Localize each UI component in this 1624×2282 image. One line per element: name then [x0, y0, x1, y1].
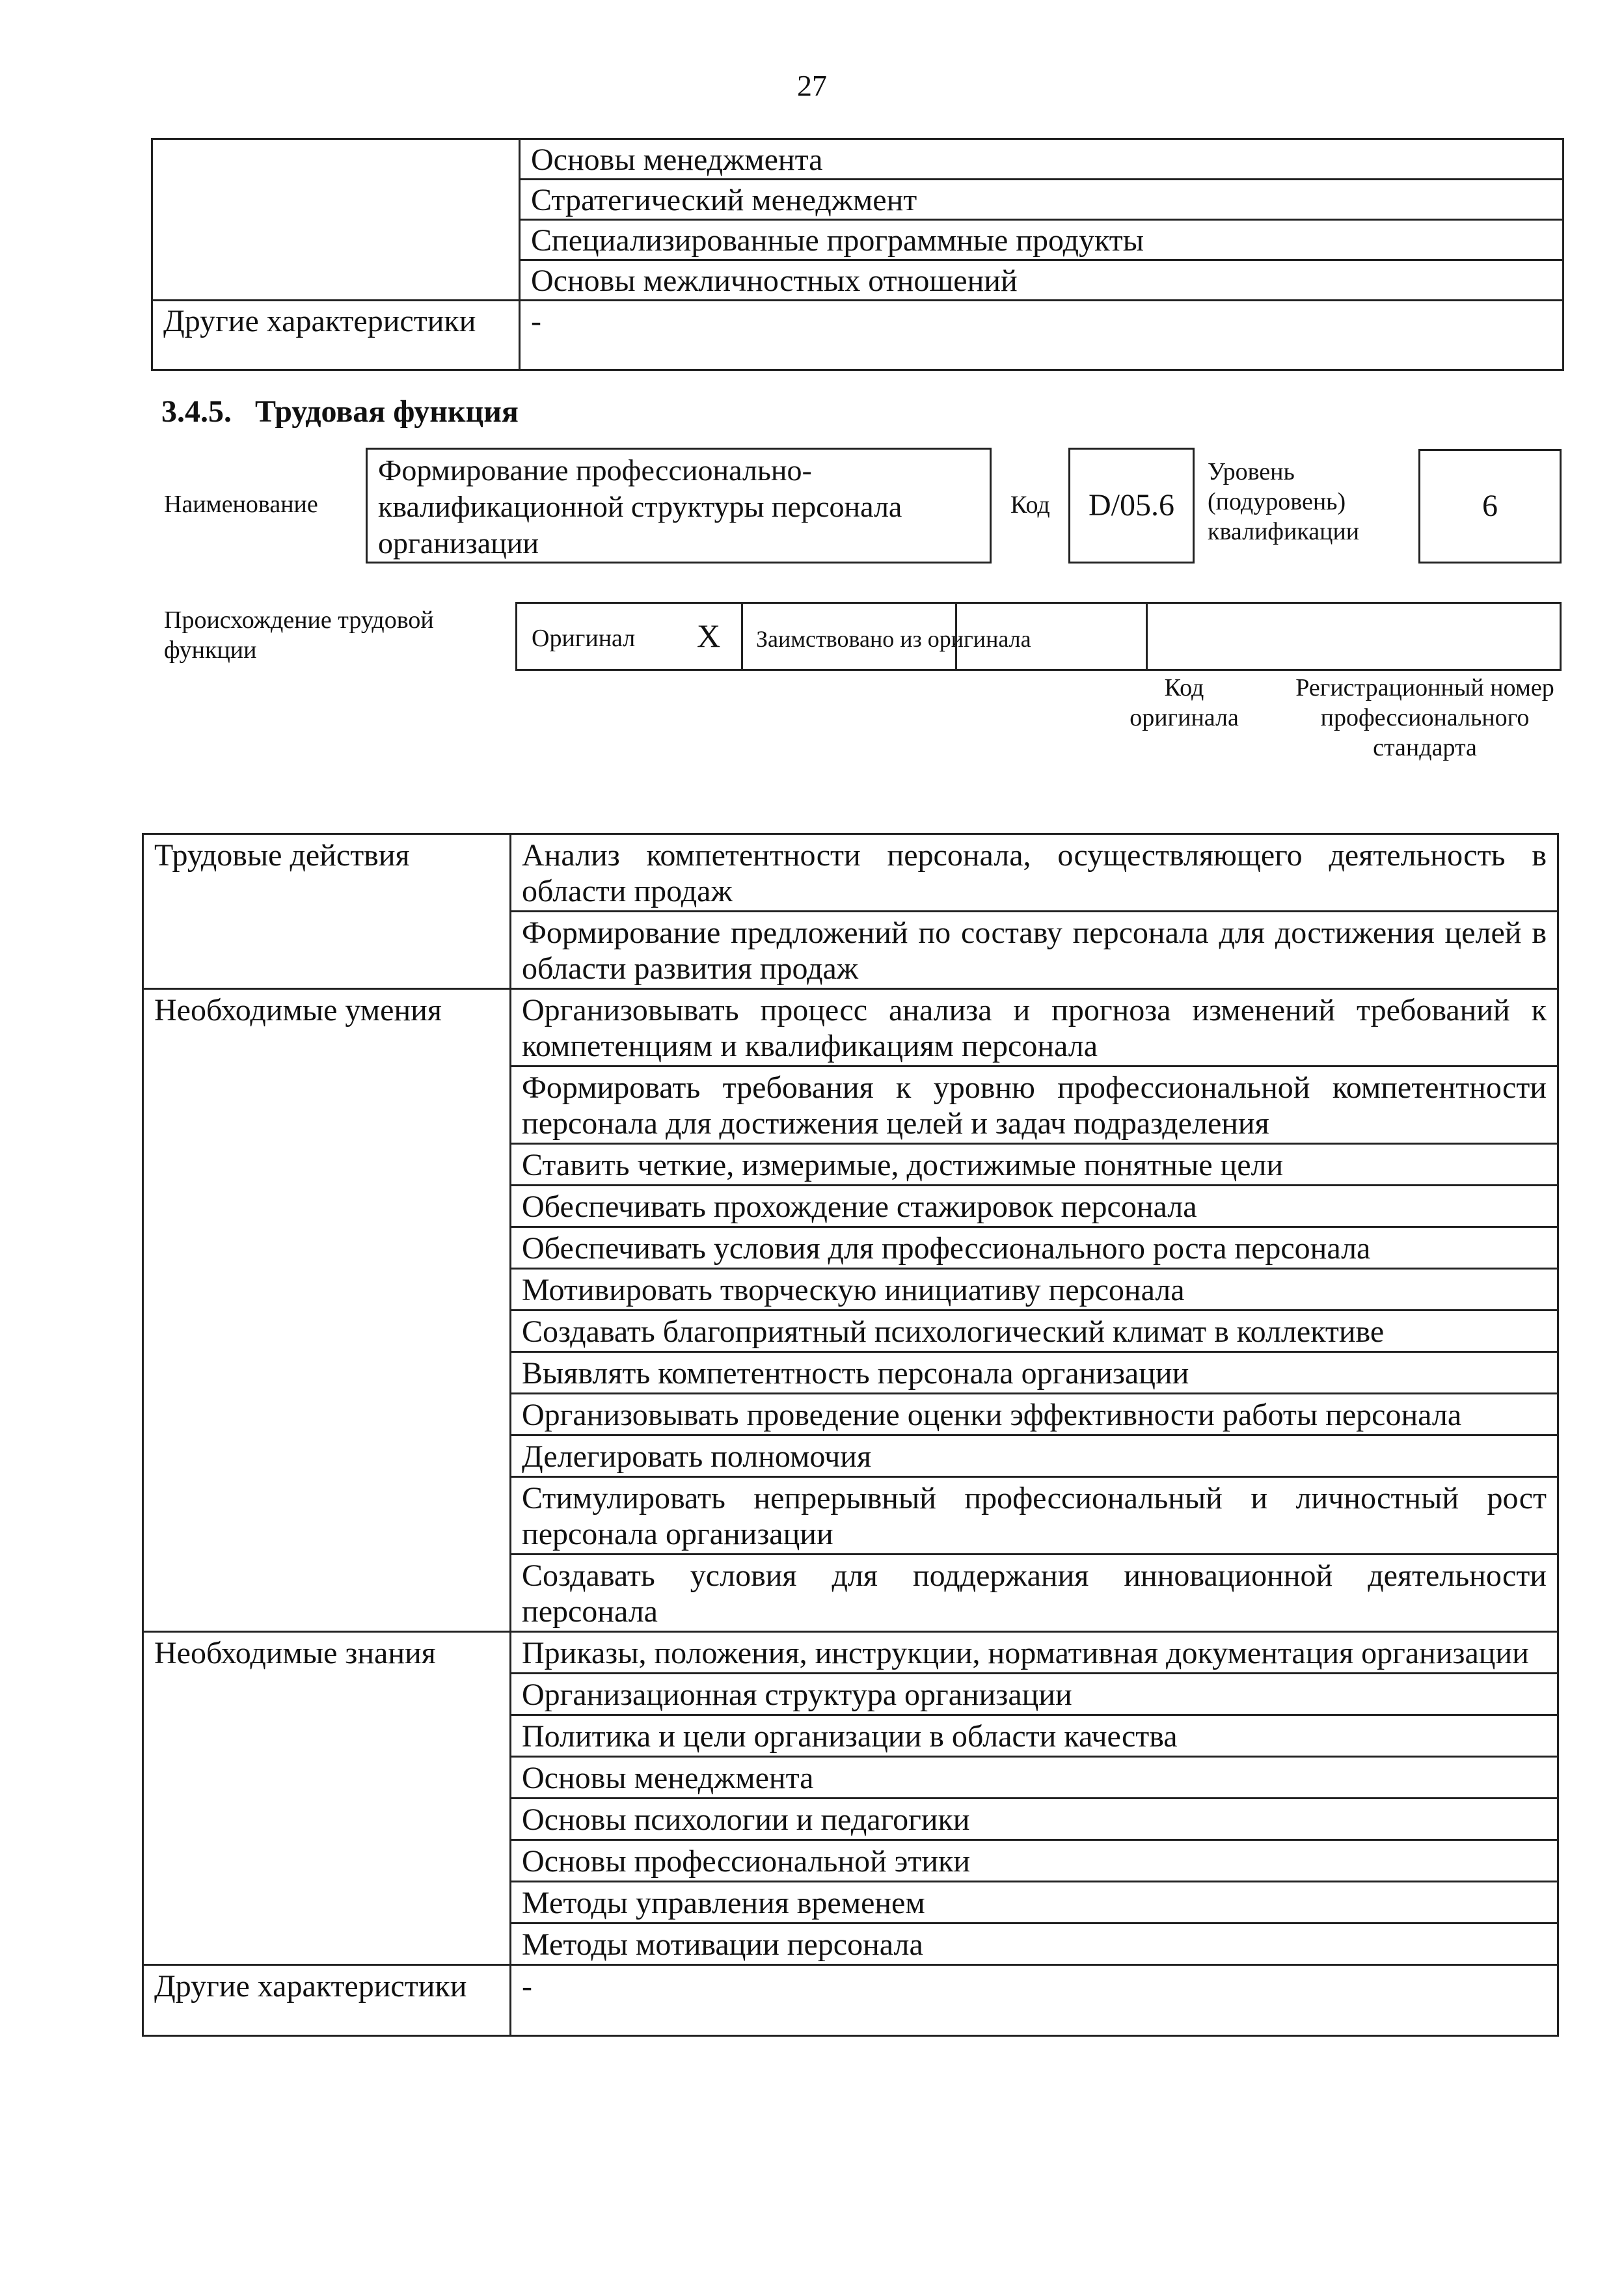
section-heading — [161, 394, 519, 429]
table-cell: Методы управления временем — [511, 1882, 1558, 1923]
function-name-box: Формирование профессионально-квалификационной структуры персонала организации — [366, 448, 992, 564]
section-title: Трудовая функция — [255, 394, 519, 429]
main-table — [142, 833, 1559, 2037]
original-code-caption: Код оригинала — [1130, 674, 1239, 731]
table-cell: Основы профессиональной этики — [511, 1840, 1558, 1882]
table-row — [143, 989, 1558, 1066]
name-label: Наименование — [164, 491, 318, 518]
function-code-box: D/05.6 — [1068, 448, 1195, 564]
table-cell: Обеспечивать условия для профессионального роста персонала — [511, 1227, 1558, 1269]
table-row — [152, 301, 1563, 370]
original-cell — [515, 602, 743, 671]
other-characteristics-value: - — [520, 301, 1563, 370]
table-cell: Основы менеджмента — [520, 139, 1563, 180]
table-cell: Основы психологии и педагогики — [511, 1799, 1558, 1840]
table-row — [143, 1632, 1558, 1674]
table-cell: Делегировать полномочия — [511, 1435, 1558, 1477]
borrowed-cell — [741, 602, 1031, 671]
table-cell: Специализированные программные продукты — [520, 220, 1563, 260]
other-characteristics-label: Другие характеристики — [143, 1965, 511, 2036]
table-cell: Стимулировать непрерывный профессиональный и личностный рост персонала организации — [511, 1477, 1558, 1555]
table-cell: Создавать благоприятный психологический климат в коллективе — [511, 1311, 1558, 1352]
table-cell: Организационная структура организации — [511, 1674, 1558, 1715]
top-table — [151, 138, 1564, 371]
qualification-level-label: Уровень (подуровень) квалификации — [1208, 458, 1360, 545]
table-cell: Анализ компетентности персонала, осуществляющего деятельность в области продаж — [511, 834, 1558, 912]
table-cell: Основы менеджмента — [511, 1757, 1558, 1799]
table-cell: Формирование предложений по составу персонала для достижения целей в области развития продаж — [511, 912, 1558, 989]
table-cell: Формировать требования к уровню профессиональной компетентности персонала для достижения целей и задач подразделения — [511, 1066, 1558, 1144]
table-cell: Основы межличностных отношений — [520, 260, 1563, 301]
page-number: 27 — [797, 69, 827, 102]
table-cell: Организовывать процесс анализа и прогноза изменений требований к компетенциям и квалификациям персонала — [511, 989, 1558, 1066]
table-cell: Стратегический менеджмент — [520, 180, 1563, 220]
table-cell: Методы мотивации персонала — [511, 1923, 1558, 1965]
other-characteristics-label: Другие характеристики — [152, 301, 520, 370]
table-cell: Обеспечивать прохождение стажировок персонала — [511, 1186, 1558, 1227]
registration-number-cell — [1146, 602, 1562, 671]
table-row — [152, 139, 1563, 180]
table-cell: Организовывать проведение оценки эффективности работы персонала — [511, 1394, 1558, 1435]
qualification-level-box: 6 — [1418, 449, 1562, 564]
section-number: 3.4.5. — [161, 394, 232, 429]
table-cell: Создавать условия для поддержания инновационной деятельности персонала — [511, 1555, 1558, 1632]
other-characteristics-value: - — [511, 1965, 1558, 2036]
table-cell: Приказы, положения, инструкции, нормативная документация организации — [511, 1632, 1558, 1674]
origin-label: Происхождение трудовой функции — [164, 606, 434, 664]
table-cell: Мотивировать творческую инициативу персонала — [511, 1269, 1558, 1311]
original-label: Оригинал — [532, 625, 636, 652]
original-code-cell — [955, 602, 1148, 671]
table-row — [143, 834, 1558, 912]
registration-number-caption: Регистрационный номер профессионального стандарта — [1295, 674, 1554, 761]
original-mark: X — [697, 618, 721, 654]
table-row — [143, 1965, 1558, 2036]
table-cell: Выявлять компетентность персонала организации — [511, 1352, 1558, 1394]
knowledge-label: Необходимые знания — [143, 1632, 511, 1965]
actions-label: Трудовые действия — [143, 834, 511, 989]
code-label: Код — [1010, 491, 1050, 519]
skills-label: Необходимые умения — [143, 989, 511, 1632]
origin-row — [515, 602, 1562, 671]
table-cell: Политика и цели организации в области качества — [511, 1715, 1558, 1757]
table-cell: Ставить четкие, измеримые, достижимые понятные цели — [511, 1144, 1558, 1186]
table-label-cell — [152, 139, 520, 301]
borrowed-label: Заимствовано из оригинала — [756, 626, 1031, 652]
